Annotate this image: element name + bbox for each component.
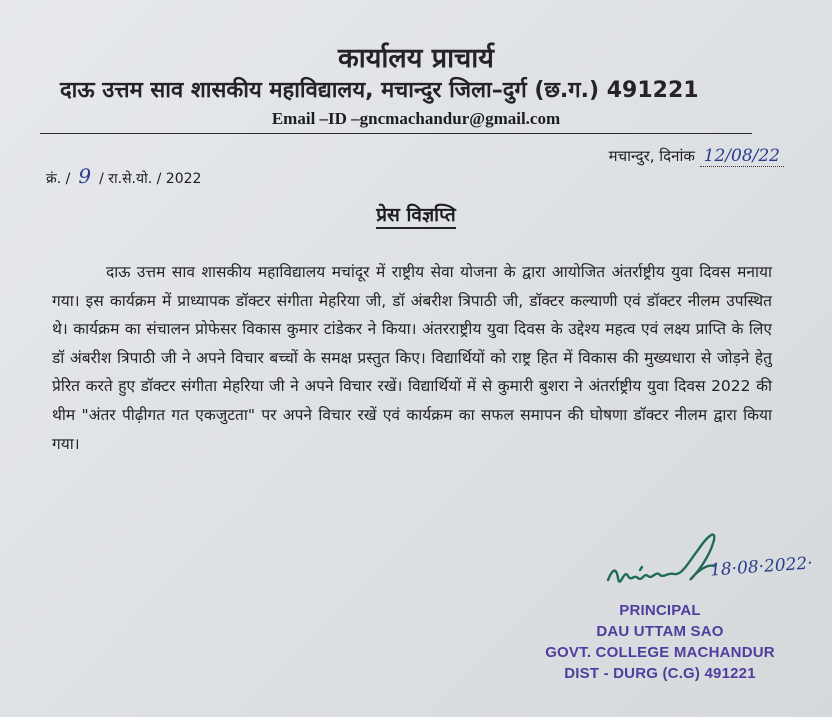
place-date-label: मचान्दुर, दिनांक: [608, 147, 695, 165]
office-heading: कार्यालय प्राचार्य: [338, 43, 494, 74]
college-email: Email –ID –gncmachandur@gmail.com: [271, 109, 561, 128]
stamp-line-3: GOVT. COLLEGE MACHANDUR: [545, 644, 775, 661]
reference-handwritten-number: 9: [78, 164, 92, 188]
title-text: प्रेस विज्ञप्ति: [376, 204, 456, 229]
reference-prefix: क्रं. /: [46, 171, 71, 187]
signature-date: 18·08·2022·: [709, 553, 814, 581]
stamp-line-2: DAU UTTAM SAO: [596, 623, 724, 640]
press-release-body: दाऊ उत्तम साव शासकीय महाविद्यालय मचांदूर में राष्ट्रीय सेवा योजना के द्वारा आयोजित अंतर्राष्ट्रीय युवा दिवस मनाया गया। इस कार्यक्रम में प्राध्यापक डॉक्टर संगीता मेहरिया जी, डॉ अंबरीश त्रिपाठी जी, डॉक्टर कल्याणी एवं डॉक्टर नीलम उपस्थित थे। कार्यक्रम का संचालन प्रोफेसर विकास कुमार टांडेकर ने किया। अंतरराष्ट्रीय युवा दिवस के उद्देश्य महत्व एवं लक्ष्य प्राप्ति के लिए डॉ अंबरीश त्रिपाठी जी ने अपने विचार बच्चों के समक्ष प्रस्तुत किए। विद्यार्थियों को राष्ट्र हित में विकास की मुख्यधारा से जोड़ने हेतु प्रेरित करते हुए डॉक्टर संगीता मेहरिया जी ने अपने विचार रखें। विद्यार्थियों में से कुमारी बुशरा ने अंतर्राष्ट्रीय युवा दिवस 2022 की थीम "अंतर पीढ़ीगत गत एकजुटता" पर अपने विचार रखें एवं कार्यक्रम का सफल समापन की घोषणा डॉक्टर नीलम द्वारा किया गया।: [52, 263, 772, 453]
handwritten-date: 12/08/22: [700, 146, 784, 167]
reference-number: [46, 164, 201, 188]
place-and-date: [609, 146, 784, 167]
college-name: दाऊ उत्तम साव शासकीय महाविद्यालय, मचान्दुर जिला–दुर्ग (छ.ग.) 491221: [60, 78, 699, 103]
document-title: [0, 201, 832, 227]
header-divider: [40, 133, 752, 134]
stamp-line-1: PRINCIPAL: [619, 602, 701, 619]
reference-suffix: / रा.से.यो. / 2022: [99, 171, 202, 187]
principal-stamp: [520, 600, 800, 684]
stamp-line-4: DIST - DURG (C.G) 491221: [564, 665, 756, 682]
